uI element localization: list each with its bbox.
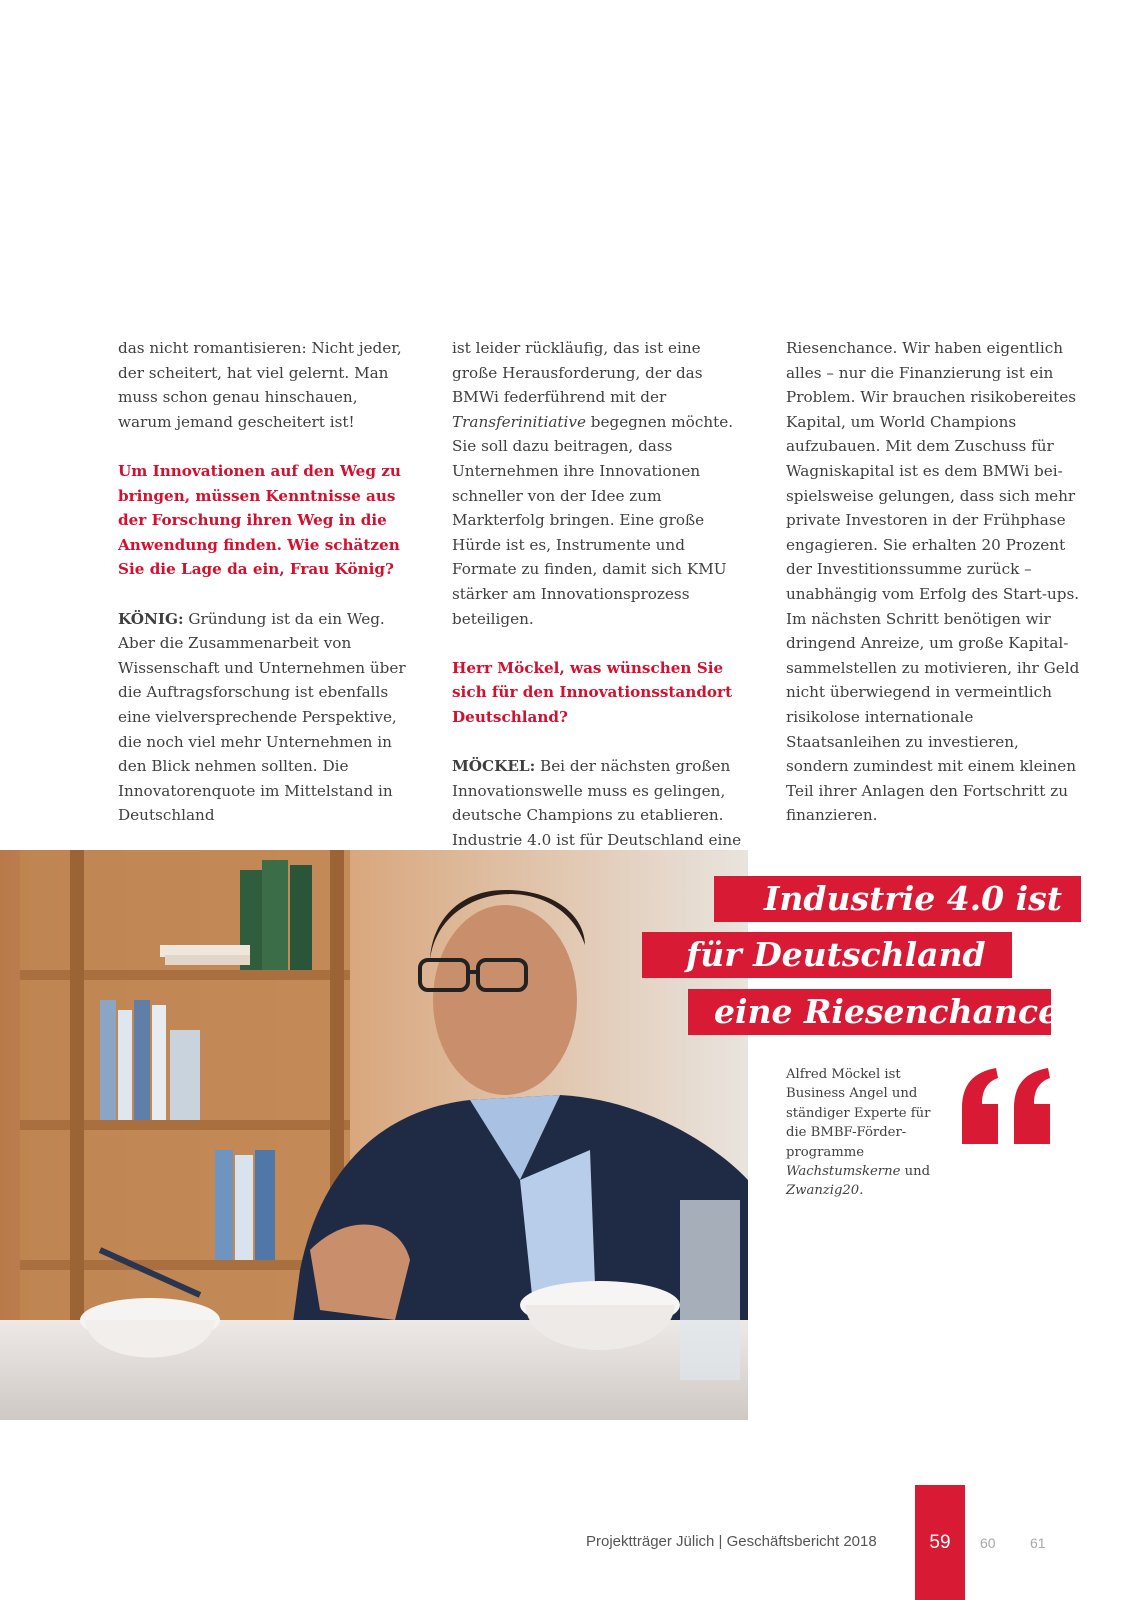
paragraph <box>118 607 410 828</box>
interview-question: Herr Möckel, was wünschen Sie sich für den Innovationsstandort Deutschland? <box>452 658 733 726</box>
photo-caption <box>786 1065 946 1201</box>
article-column-2 <box>452 336 744 877</box>
article-column-3 <box>786 336 1086 852</box>
photo-illustration <box>0 850 748 1420</box>
interview-question: Um Innovationen auf den Weg zu bringen, müssen Kenntnisse aus der Forschung ihren Weg in die Anwendung finden. Wie schätzen Sie die Lage da ein, Frau König? <box>118 461 401 579</box>
paragraph-text: ist leider rückläufig, das ist eine große Herausforderung, der das BMWi federführend mit der <box>452 339 703 407</box>
paragraph-text: Gründung ist da ein Weg. Aber die Zusammenarbeit von Wissenschaft und Unternehmen über die Auftragsforschung ist ebenfalls eine vielversprechende Perspektive, die noch viel mehr Unternehmen in den Blick nehmen sollten. Die Innovatorenquote im Mittelstand in Deutschland <box>118 609 406 825</box>
pull-quote-line-1: Industrie 4.0 ist <box>714 876 1081 922</box>
paragraph: Riesenchance. Wir haben eigentlich alles – nur die Finanzierung ist ein Problem. Wir brauchen risikobereites Kapital, um World Champions aufzubauen. Mit dem Zuschuss für Wagniskapital ist es dem BMWi beispielsweise gelungen, dass sich mehr private Investoren in der Frühphase engagieren. Sie erhalten 20 Prozent der Investitionssumme zurück – unabhängig vom Erfolg des Start-ups. Im nächsten Schritt benötigen wir dringend Anreize, um große Kapitalsammelstellen zu motivieren, ihr Geld nicht überwiegend in vermeintlich risikolose internationale Staatsanleihen zu investieren, sondern zumindest mit einem kleinen Teil ihrer Anlagen den Fortschritt zu finanzieren. <box>786 339 1080 825</box>
quotation-mark-icon <box>962 1068 1054 1144</box>
article-column-1 <box>118 336 410 852</box>
pull-quote-line-2: für Deutschland <box>642 932 1012 978</box>
paragraph-text: begegnen möchte. Sie soll dazu beitragen, dass Unternehmen ihre Innovationen schneller von der Idee zum Markterfolg bringen. Eine große Hürde ist es, Instrumente und Formate zu finden, damit sich KMU stärker am Innovationsprozess beteiligen. <box>452 412 734 628</box>
interview-photo <box>0 850 748 1420</box>
caption-text: Alfred Möckel ist Business Angel und ständiger Experte für die BMBF-Förderprogramme <box>786 1067 931 1160</box>
paragraph <box>452 336 744 631</box>
current-page-tab <box>915 1485 965 1600</box>
paragraph <box>452 754 744 852</box>
paragraph-text: Bei der nächsten großen Innovationswelle muss es gelingen, deutsche Champions zu etablieren. Industrie 4.0 ist für Deutschland eine <box>452 757 742 849</box>
speaker-label: MÖCKEL: <box>452 757 536 776</box>
pull-quote-line-3: eine Riesenchance <box>688 989 1051 1035</box>
caption-italic: Wachstumskerne <box>786 1164 901 1180</box>
italic-term: Transferinitiative <box>452 412 586 431</box>
caption-text: und <box>900 1164 931 1180</box>
caption-italic: Zwanzig20 <box>786 1183 860 1199</box>
current-page-number: 59 <box>929 1532 951 1553</box>
quotation-mark-svg <box>962 1068 1054 1144</box>
speaker-label: KÖNIG: <box>118 609 184 628</box>
paragraph: das nicht romantisieren: Nicht jeder, der scheitert, hat viel gelernt. Man muss schon genau hinschauen, warum jemand gescheitert ist! <box>118 339 402 431</box>
caption-text: . <box>859 1183 864 1199</box>
footer-publication-title: Projektträger Jülich | Geschäftsbericht 2018 <box>586 1533 877 1550</box>
page-number-60[interactable]: 60 <box>980 1535 996 1551</box>
page-number-61[interactable]: 61 <box>1030 1535 1046 1551</box>
